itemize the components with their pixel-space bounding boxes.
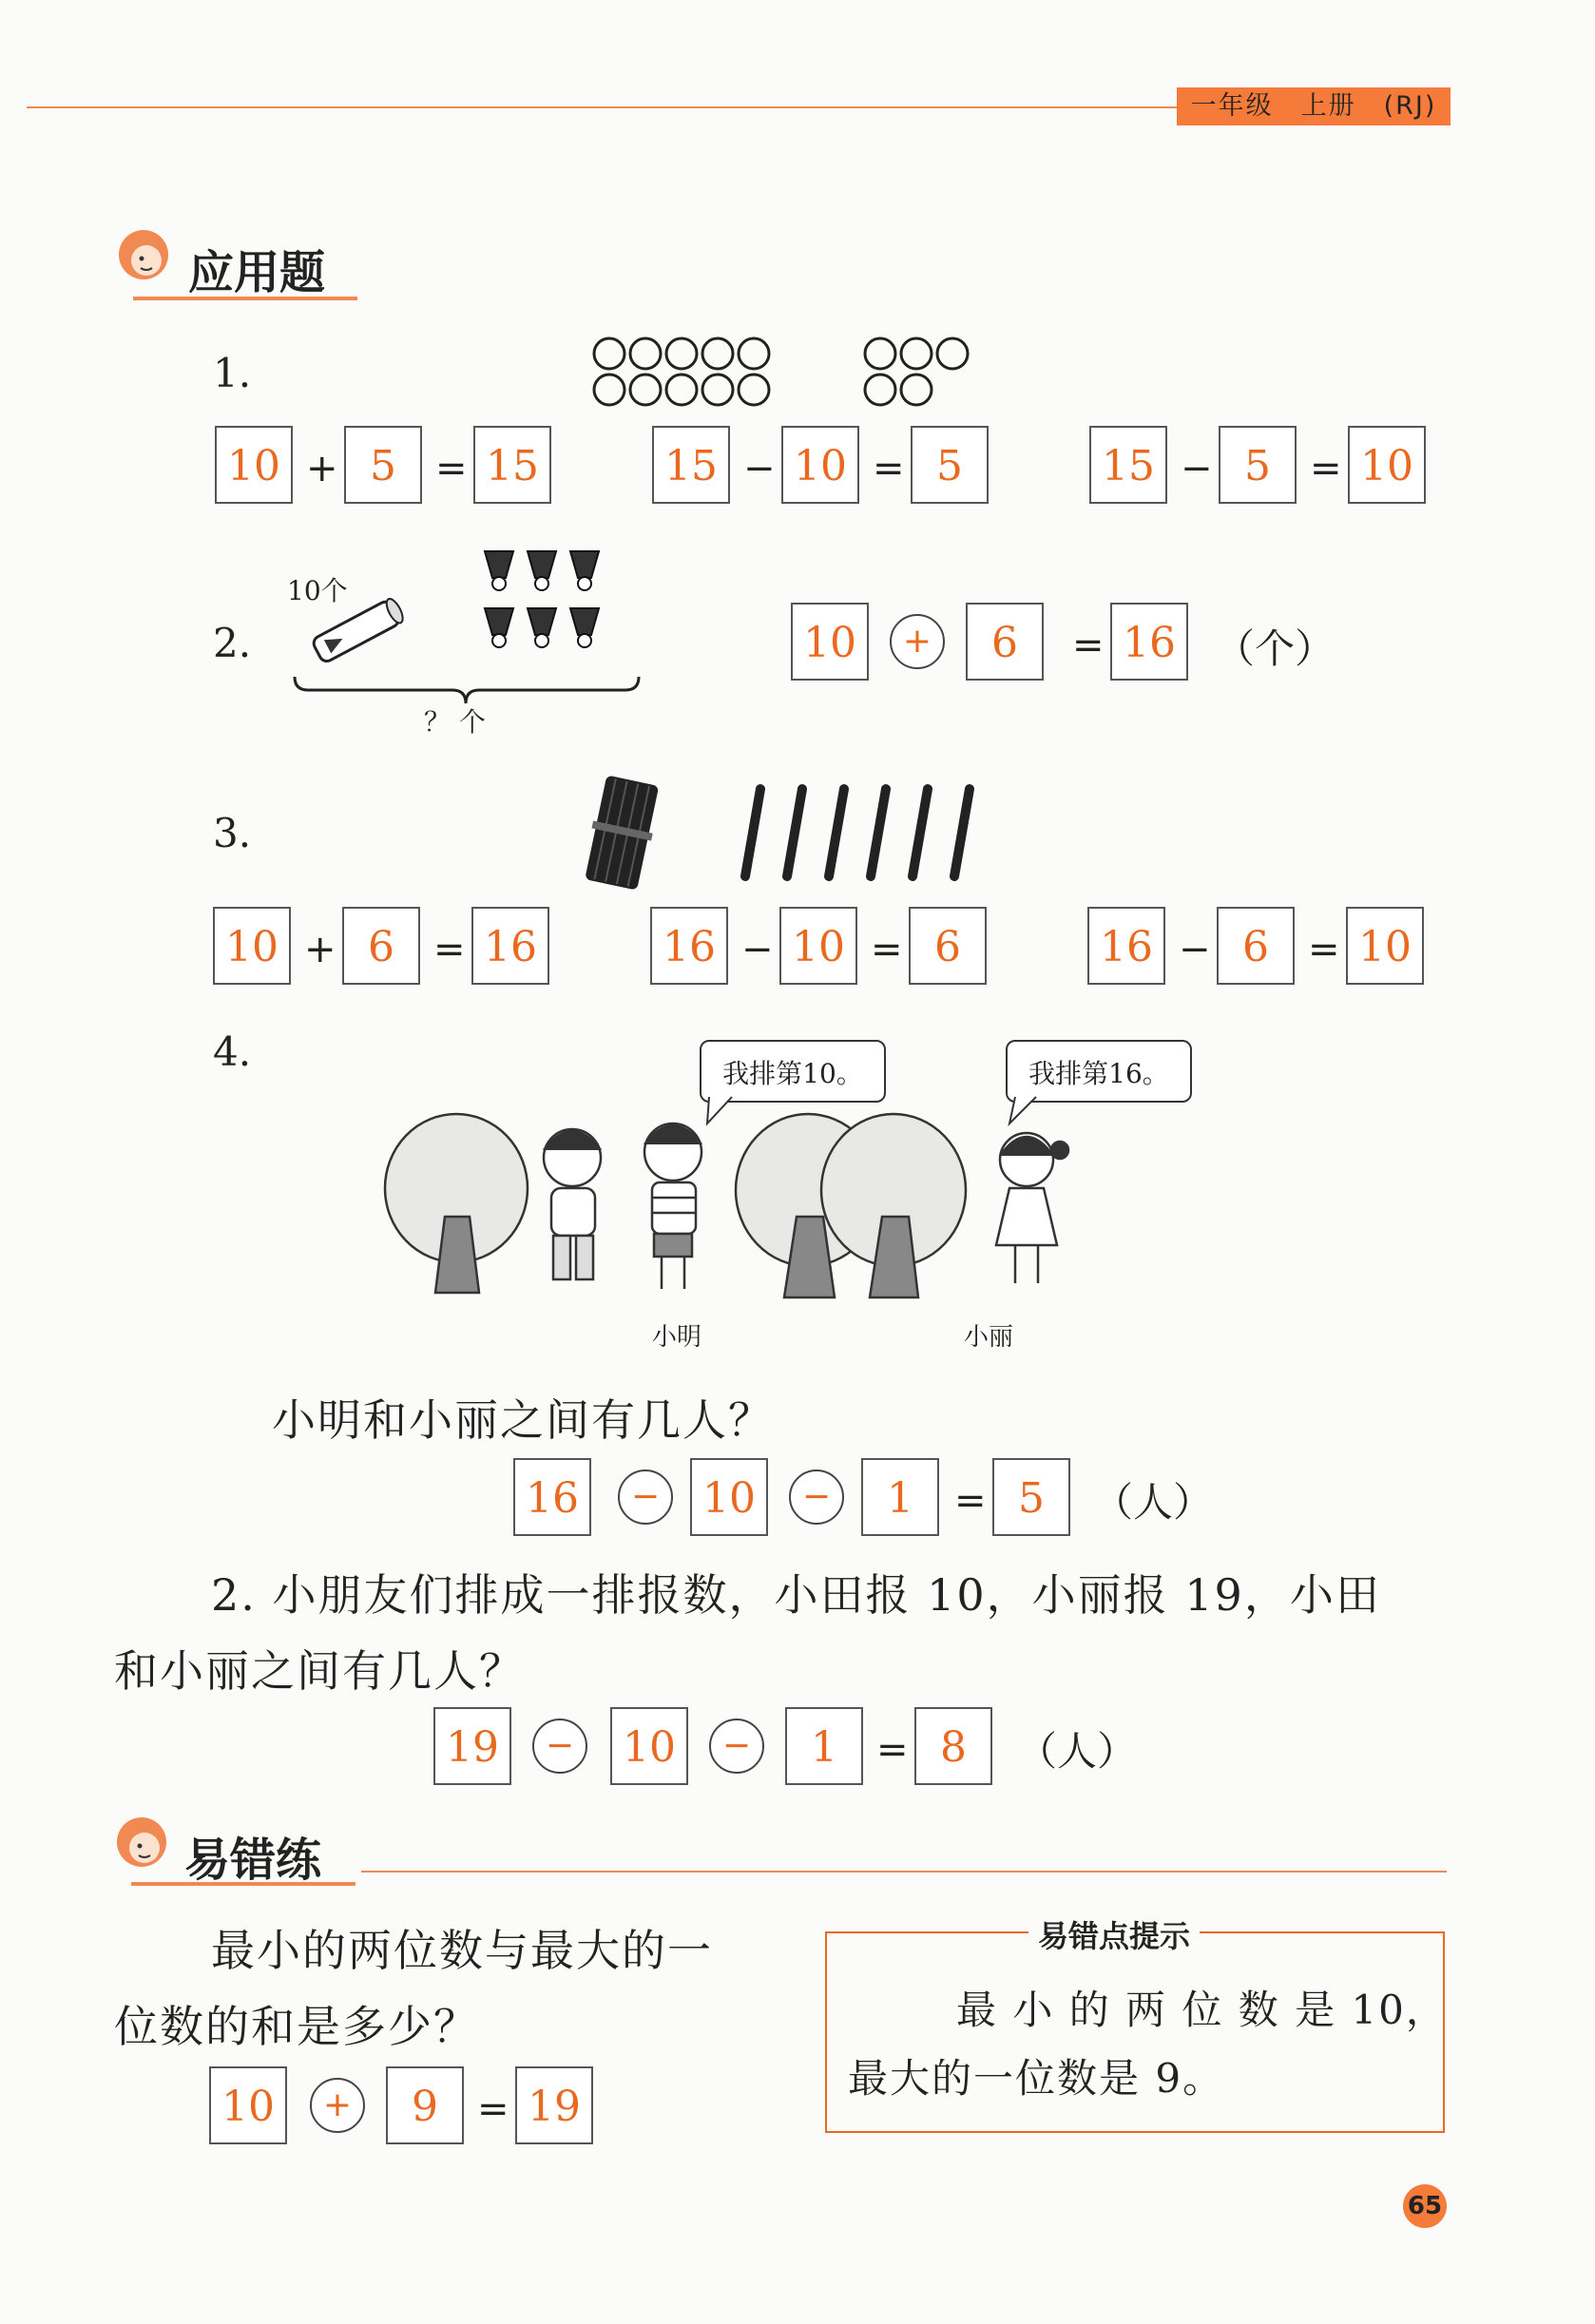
question-number: 4. (213, 1028, 252, 1075)
answer-box: 5 (911, 426, 989, 504)
single-sticks-icon (732, 779, 998, 889)
equals-sign: = (954, 1479, 987, 1523)
answer-box: 10 (1346, 907, 1424, 985)
speech-bubble (700, 1040, 886, 1103)
plus-sign: + (306, 447, 338, 490)
equals-sign: = (435, 447, 468, 490)
minus-sign: − (1181, 447, 1213, 490)
brace-label: ？ 个 (424, 706, 486, 738)
operator-circle: + (890, 614, 945, 669)
question-text: 小明和小丽之间有几人？ (272, 1394, 774, 1446)
equals-sign: = (1308, 928, 1340, 971)
answer-box: 5 (1219, 426, 1297, 504)
exercise-text: 位数的和是多少？ (114, 2001, 479, 2052)
answer-box: 10 (781, 426, 859, 504)
shuttlecocks-icon (475, 542, 627, 665)
page-number: 65 (1403, 2184, 1447, 2228)
answer-box: 10 (215, 426, 293, 504)
section-title-mistakes: 易错练 (184, 1834, 322, 1887)
exercise-text: 最小的两位数与最大的一 (211, 1925, 713, 1976)
bubble-text: 我排第10。 (722, 1058, 863, 1089)
answer-box: 16 (650, 907, 728, 985)
queue-illustration (380, 1103, 1103, 1312)
answer-box: 16 (471, 907, 549, 985)
counting-circles (587, 335, 987, 411)
answer-box: 10 (213, 907, 291, 985)
answer-box: 6 (966, 603, 1044, 681)
answer-box: 16 (513, 1458, 591, 1536)
operator-circle: − (789, 1469, 844, 1525)
answer-box: 10 (791, 603, 869, 681)
unit-label: （个） (1215, 625, 1336, 672)
answer-box: 6 (1217, 907, 1295, 985)
question-number: 3. (213, 810, 252, 856)
answer-box: 5 (992, 1458, 1070, 1536)
answer-box: 1 (861, 1458, 939, 1536)
tip-text: 最大的一位数是 9。 (848, 2055, 1225, 2102)
operator-circle: + (310, 2078, 365, 2133)
answer-box: 10 (1348, 426, 1426, 504)
section-rule (361, 1871, 1447, 1873)
answer-box: 6 (909, 907, 987, 985)
operator-circle: − (618, 1469, 673, 1525)
header-rule (27, 106, 1177, 108)
question-text: 和小丽之间有几人？ (114, 1645, 525, 1697)
unit-label: （人） (1017, 1728, 1138, 1775)
answer-box: 10 (779, 907, 857, 985)
unit-label: （人） (1093, 1479, 1214, 1526)
answer-box: 8 (914, 1707, 992, 1785)
child-name: 小明 (652, 1323, 702, 1352)
equals-sign: = (876, 1728, 909, 1772)
equals-sign: = (477, 2087, 509, 2131)
equals-sign: = (1072, 624, 1105, 667)
equals-sign: = (871, 928, 903, 971)
child-name: 小丽 (964, 1323, 1014, 1352)
section-title-underline (133, 297, 357, 300)
answer-box: 19 (515, 2066, 593, 2144)
answer-box: 15 (473, 426, 551, 504)
minus-sign: − (1179, 928, 1211, 971)
mascot-icon (112, 226, 175, 289)
answer-box: 19 (433, 1707, 511, 1785)
answer-box: 10 (610, 1707, 688, 1785)
tip-text: 最 小 的 两 位 数 是 10， (956, 1987, 1448, 2033)
stick-bundle-icon (574, 772, 669, 895)
answer-box: 15 (1089, 426, 1167, 504)
mascot-icon (110, 1814, 173, 1876)
operator-circle: − (709, 1719, 764, 1774)
question-text: 2. 小朋友们排成一排报数，小田报 10，小丽报 19，小田 (211, 1569, 1381, 1621)
minus-sign: − (741, 928, 774, 971)
tube-label: 10个 (287, 575, 348, 606)
answer-box: 16 (1087, 907, 1165, 985)
question-number: 2. (213, 620, 252, 666)
equals-sign: = (433, 928, 466, 971)
equals-sign: = (873, 447, 905, 490)
grade-tag: 一年级 上册 (RJ) (1177, 87, 1451, 125)
section-title-applied: 应用题 (188, 246, 326, 299)
shuttlecock-tube-icon (304, 597, 409, 663)
answer-box: 5 (344, 426, 422, 504)
answer-box: 15 (652, 426, 730, 504)
answer-box: 10 (209, 2066, 287, 2144)
answer-box: 9 (386, 2066, 464, 2144)
answer-box: 16 (1110, 603, 1188, 681)
speech-bubble (1006, 1040, 1192, 1103)
equals-sign: = (1310, 447, 1342, 490)
answer-box: 1 (785, 1707, 863, 1785)
plus-sign: + (304, 928, 336, 971)
bubble-text: 我排第16。 (1028, 1058, 1169, 1089)
section-title-underline (131, 1882, 356, 1886)
minus-sign: − (743, 447, 776, 490)
answer-box: 6 (342, 907, 420, 985)
question-number: 1. (213, 350, 252, 396)
operator-circle: − (532, 1719, 587, 1774)
answer-box: 10 (690, 1458, 768, 1536)
tip-title: 易错点提示 (1028, 1912, 1200, 1956)
